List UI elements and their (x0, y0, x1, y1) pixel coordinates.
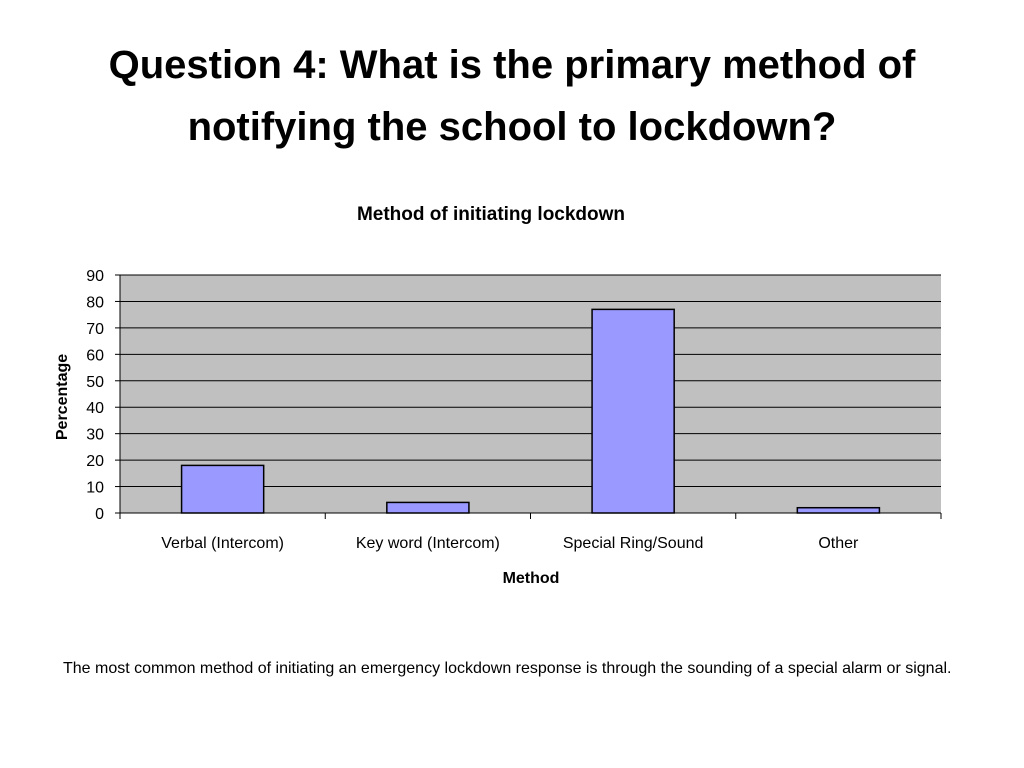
x-tick-label: Other (818, 535, 859, 552)
y-tick-label: 70 (86, 320, 104, 338)
slide-title: Question 4: What is the primary method of notifying the school to lockdown? (108, 43, 916, 149)
x-axis-ticks (120, 513, 941, 552)
y-tick-label: 0 (95, 506, 104, 523)
y-axis-label: Percentage (54, 353, 71, 441)
bar-2 (592, 309, 674, 513)
y-tick-label: 90 (86, 268, 104, 285)
slide-caption: The most common method of initiating an emergency lockdown response is through the sounding of a special alarm or signal. (63, 660, 952, 677)
bar-0 (182, 465, 264, 513)
y-tick-label: 50 (86, 373, 104, 391)
bar-3 (797, 508, 879, 513)
y-tick-label: 30 (86, 426, 104, 444)
x-tick-label: Special Ring/Sound (562, 535, 704, 552)
y-tick-label: 20 (86, 453, 104, 471)
y-tick-label: 80 (86, 294, 104, 312)
x-tick-label: Verbal (Intercom) (161, 535, 284, 552)
bar-1 (387, 502, 469, 513)
y-tick-label: 40 (86, 400, 104, 418)
x-axis-label: Method (502, 570, 560, 587)
y-tick-label: 60 (86, 347, 104, 365)
y-tick-label: 10 (86, 479, 104, 497)
chart-title: Method of initiating lockdown (356, 204, 626, 225)
x-tick-label: Key word (Intercom) (355, 535, 500, 552)
y-axis-ticks (86, 268, 120, 523)
